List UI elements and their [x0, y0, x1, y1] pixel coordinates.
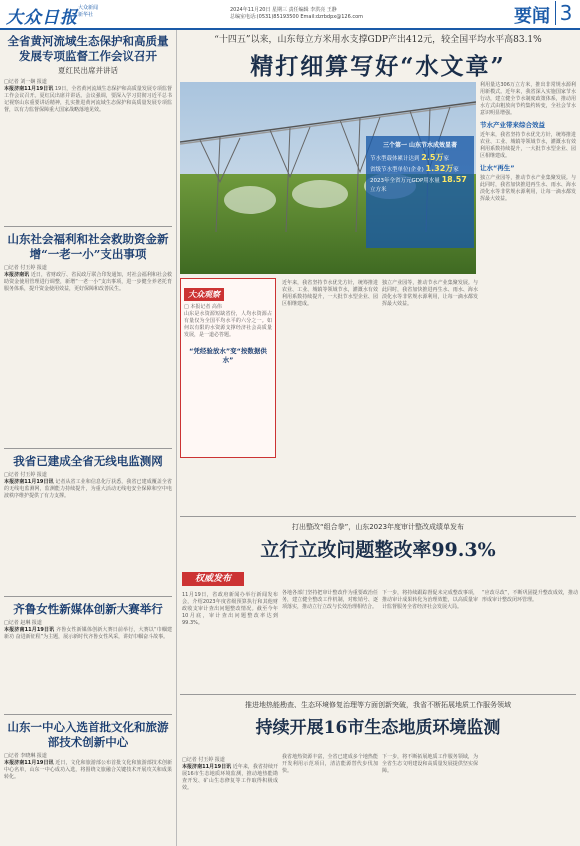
article-subhead: 节水产业带来综合效益 [480, 121, 545, 129]
article-body [182, 764, 278, 792]
article-byline: □记者 付玉婷 报道 [182, 757, 225, 763]
article-body [4, 272, 172, 293]
article-body [4, 760, 172, 781]
article-headline: 我省已建成全省无线电监测网 [13, 454, 163, 468]
article-text: 19日，全省黄河流域生态保护和高质量发展专项监督工作会议召开。夏红民出席并讲话。会议强调，要深入学习贯彻习近平总书记视察山东重要讲话精神，扎实推进黄河流域生态保护和高质量发展专项监督，以有力监督保障重大国家战略落地见效。 [4, 86, 172, 113]
article-radio-monitoring[interactable] [4, 454, 172, 500]
article-text: 独立产业园等，推动节水产业集聚发展。与此同时，我省加快推进再生水、雨水、海水淡化水等非常规水源利用，让每一滴水都发挥最大效益。 [480, 175, 576, 202]
issue-contact: 总编室电话:(0531)85193500 Email:dzrbdpx@126.com [230, 14, 364, 20]
article-byline: □ 本报记者 高伟 [184, 304, 222, 310]
logo-subtitle [78, 5, 98, 19]
pull-quote: “凭经验放水”变“按数据供水” [189, 347, 267, 364]
divider [4, 226, 172, 227]
article-column: 独立产业园等，推动节水产业集聚发展。与此同时，我省加快推进再生水、雨水、海水淡化水等非常规水源利用，让每一滴水都发挥最大效益。 [382, 280, 478, 307]
geology-story-kicker: 推进地热能勘查、生态环境修复治理等方面创新突破，我省不断拓展地质工作服务领域 [245, 701, 511, 709]
dateline: 本报济南11月19日讯 [4, 86, 54, 92]
article-byline: □记者 李晓琳 报道 [4, 753, 47, 759]
infobox-stat [370, 153, 470, 164]
issue-date-editor: 2024年11月20日 星期三 责任编辑 李洪亮 王静 [230, 7, 337, 13]
infobox-stat [370, 164, 470, 175]
article-subhead: 让水“再生” [480, 164, 515, 172]
article-body [4, 627, 172, 641]
article-headline: 山东社会福利和社会救助资金新增“一老一小”支出事项 [7, 232, 169, 261]
article-subheadline: 夏红民出席并讲话 [58, 66, 118, 75]
infobox-title: 三个第一 山东节水成效显著 [382, 142, 458, 149]
article-headline: 全省黄河流域生态保护和高质量发展专项监督工作会议召开 [7, 34, 169, 63]
stat-value: 1.32万 [425, 164, 454, 173]
article-headline: 山东一中心入选首批文化和旅游部技术创新中心 [7, 720, 169, 749]
article-social-welfare[interactable] [4, 232, 172, 293]
stat-label: 2023年全省万元GDP用水量 [370, 178, 440, 184]
stat-unit: 家 [453, 167, 459, 173]
divider [4, 448, 172, 449]
stat-label: 节水型载体累计达到 [370, 156, 420, 162]
divider [4, 714, 172, 715]
article-column: 近年来，我省坚持节水优先方针，统筹推进农业、工业、城镇等领域节水，灌溉水有效利用系数持续提升，一大批节水型企业、园区相继建成。 [282, 280, 378, 307]
article-column: 下一步，将持续跟踪督促未完成整改事项，推动审计成果转化为治理效能，以高质量审计监督服务全省经济社会发展大局。 [382, 590, 478, 610]
article-body [4, 479, 172, 500]
infobox-stat [370, 175, 470, 195]
top-story-kicker: “十四五”以来，山东每立方米用水支撑GDP产出412元，较全国平均水平高83.1% [214, 35, 542, 45]
article-text: 近日，文化和旅游部公布首批文化和旅游部技术创新中心名单，山东一中心成功入选，将围绕文旅融合关键技术开展攻关和成果转化。 [4, 760, 172, 780]
article-women-media[interactable] [4, 602, 172, 641]
dateline: 本报济南讯 [4, 272, 30, 278]
article-text: 近日，省财政厅、省民政厅联合印发通知，对社会福利和社会救助资金使用管理进行调整，新增“一老一小”支出事项，进一步健全养老托育服务体系，提升资金使用效益，更好保障和改善民生。 [4, 272, 172, 292]
article-column: 11月19日，省政府新闻办举行新闻发布会，介绍2023年度省级预算执行和其他财政收支审计查出问题整改情况。截至今年10月底，审计查出问题整改率达到99.3%。 [182, 592, 278, 626]
geology-story-headline: 持续开展16市生态地质环境监测 [255, 718, 501, 738]
stat-label: 省级节水型单位(企业) [370, 167, 424, 173]
article-tech-center[interactable] [4, 720, 172, 781]
article-text: 近年来，我省持续开展16市生态地质环境监测，推动地热能勘查开发、矿山生态修复等工作取得积极成效。 [182, 764, 278, 791]
article-headline: 齐鲁女性新媒体创新大赛举行 [13, 602, 163, 616]
logo-sub-line: 大众新闻 [78, 5, 99, 11]
stat-unit: 家 [443, 156, 449, 162]
observation-tag: 大众观察 [184, 288, 224, 301]
dateline: 本报济南11月19日讯 [182, 764, 232, 770]
stat-value: 2.5万 [421, 153, 444, 162]
dateline: 本报济南11月19日讯 [4, 627, 55, 633]
observation-box[interactable] [180, 278, 276, 458]
audit-story-header[interactable] [180, 522, 576, 562]
top-story-right-column [480, 82, 576, 203]
issue-meta [230, 7, 363, 21]
article-text: 近年来，我省坚持节水优先方针，统筹推进农业、工业、城镇等领域节水，灌溉水有效利用系数持续提升，一大批节水型企业、园区相继建成。 [480, 132, 576, 159]
page-number: 3 [555, 1, 576, 25]
article-column: 下一步，将不断拓展地质工作服务领域，为全省生态文明建设和高质量发展提供坚实保障。 [382, 754, 478, 774]
article-column: “应改尽改”，不断巩固提升整改成效，推动形成审计整改闭环管理。 [482, 590, 578, 603]
divider [180, 694, 576, 695]
article-byline: □记者 付玉婷 报道 [4, 265, 47, 271]
article-byline: □记者 赵琳 报道 [4, 620, 42, 626]
section-title: 要闻 [514, 6, 550, 27]
article-yellow-river[interactable] [4, 34, 172, 114]
article-column: 各地各部门坚持把审计整改作为重要政治任务，建立健全整改工作机制，对账销号、逐项落实，推动立行立改与长效治理相结合。 [282, 590, 378, 610]
stat-unit: 立方米 [370, 187, 387, 193]
top-story-header[interactable] [180, 32, 576, 81]
stat-value: 18.57 [441, 175, 467, 184]
divider [180, 516, 576, 517]
article-text: 利用量达306万立方米，推出非常规水源利用新模式。近年来，我省深入实施国家节水行动，建立健全节水制度政策体系，推动用水方式由粗放向节约集约转变，全社会节水意识明显增强。 [480, 82, 576, 116]
authority-release-tag: 权威发布 [182, 572, 244, 586]
article-text: 齐鲁女性新媒体创新大赛日前举行，大赛以“巾帼建新功 奋进新征程”为主题，展示新时代齐鲁女性风采，讲好巾帼奋斗故事。 [4, 627, 173, 640]
article-column [182, 754, 278, 792]
geology-story-header[interactable] [180, 700, 576, 738]
water-savings-infobox [366, 136, 474, 248]
article-body [4, 86, 172, 114]
article-byline: □记者 付玉婷 报道 [4, 472, 47, 478]
logo-sub-line: 新华社 [78, 12, 94, 18]
top-story-headline: 精打细算写好“水文章” [250, 53, 506, 80]
audit-story-kicker: 打出整改“组合拳”，山东2023年度审计整改成绩单发布 [291, 523, 465, 531]
article-text: 记者从省工业和信息化厅获悉，我省已建成覆盖全省的无线电监测网，监测能力持续提升，为重大活动无线电安全保障和空中电波秩序维护提供了有力支撑。 [4, 479, 172, 499]
dateline: 本报济南11月19日讯 [4, 479, 54, 485]
masthead [0, 0, 580, 30]
article-text: 山东是水资源短缺省份，人均水资源占有量仅为全国平均水平的六分之一。如何以有限的水资源支撑经济社会高质量发展，是一道必答题。 [184, 311, 272, 338]
article-column: 我省地热资源丰富，全省已建成多个地热能开发利用示范项目，清洁能源替代步伐加快。 [282, 754, 378, 774]
newspaper-logo: 大众日报 [6, 8, 78, 28]
article-byline: □记者 刘一娴 报道 [4, 79, 47, 85]
audit-story-headline: 立行立改问题整改率99.3% [260, 539, 496, 561]
dateline: 本报济南11月19日讯 [4, 760, 54, 766]
divider [4, 596, 172, 597]
